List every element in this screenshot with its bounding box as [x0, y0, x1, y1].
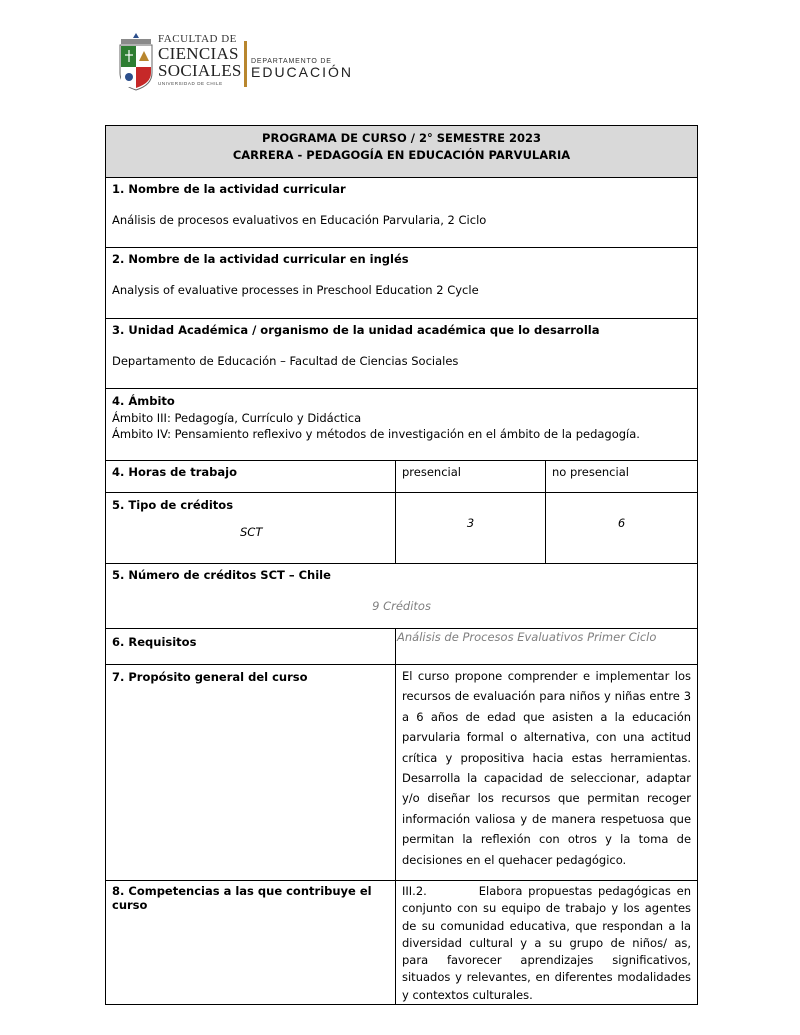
credits-presencial: 3 [396, 493, 546, 564]
program-title-line2: CARRERA - PEDAGOGÍA EN EDUCACIÓN PARVULARIA [232, 148, 571, 162]
requirements-label: 6. Requisitos [106, 629, 396, 665]
faculty-line3: SOCIALES [158, 61, 242, 80]
department-line2: EDUCACIÓN [251, 64, 354, 80]
section-1-label: 1. Nombre de la actividad curricular [112, 182, 346, 196]
university-crest-icon [117, 33, 155, 91]
hours-col-no-presencial: no presencial [546, 461, 698, 493]
section-1-value: Análisis de procesos evaluativos en Educación Parvularia, 2 Ciclo [112, 213, 487, 227]
credits-no-presencial: 6 [546, 493, 698, 564]
credit-type-value: SCT [240, 525, 263, 539]
competencies-label: 8. Competencias a las que contribuye el curso [106, 881, 396, 1005]
section-4-line1: Ámbito III: Pedagogía, Currículo y Didáctica [112, 410, 362, 425]
competencies-value: III.2. Elabora propuestas pedagógicas en conjunto con su equipo de trabajo y los agentes de su comunidad educativa, que respondan a la diversidad cultural y a su grupo de niños/ as, para favorecer aprendizajes significativos, situados y relevantes, en diferentes modalidades y contextos culturales. [396, 881, 698, 1005]
section-3-row [106, 319, 698, 389]
department-line1: DEPARTAMENTO DE [251, 58, 332, 65]
credits-number-row [106, 564, 698, 629]
credits-number-value: 9 Créditos [372, 599, 431, 613]
requirements-value: Análisis de Procesos Evaluativos Primer Ciclo [396, 629, 698, 665]
competencies-row [106, 881, 698, 1005]
faculty-line2: CIENCIAS [158, 44, 239, 63]
purpose-value: El curso propone comprender e implementar los recursos de evaluación para niños y niñas entre 3 a 6 años de edad que asisten a la educación parvularia formal o alternativa, con una actitud crítica y propositiva hacia estas herramientas. Desarrolla la capacidad de seleccionar, adaptar y/o diseñar los recursos que permitan recoger información valiosa y de manera respetuosa que permitan la reflexión con otros y la toma de decisiones en el quehacer pedagógico. [396, 665, 698, 881]
university-name: UNIVERSIDAD DE CHILE [158, 81, 223, 86]
section-2-value: Analysis of evaluative processes in Preschool Education 2 Cycle [112, 283, 479, 297]
section-4-line2: Ámbito IV: Pensamiento reflexivo y métodos de investigación en el ámbito de la pedagogía. [112, 427, 640, 441]
requirements-row [106, 629, 698, 665]
section-2-label: 2. Nombre de la actividad curricular en inglés [112, 252, 409, 266]
section-4-label: 4. Ámbito [112, 394, 175, 408]
section-1-row [106, 178, 698, 248]
logo-divider [244, 41, 247, 87]
hours-label: 4. Horas de trabajo [106, 461, 396, 493]
table-header-row [106, 126, 698, 178]
hours-col-presencial: presencial [396, 461, 546, 493]
section-3-value: Departamento de Educación – Facultad de Ciencias Sociales [112, 354, 459, 368]
hours-row [106, 461, 698, 493]
faculty-logo [117, 31, 377, 93]
course-program-table [105, 125, 698, 1005]
faculty-name [158, 33, 242, 86]
credits-number-label: 5. Número de créditos SCT – Chile [112, 568, 331, 582]
program-title [106, 126, 698, 178]
section-3-label: 3. Unidad Académica / organismo de la unidad académica que lo desarrolla [112, 323, 600, 337]
section-4-row [106, 389, 698, 461]
credit-type-label: 5. Tipo de créditos [112, 498, 234, 512]
department-name [251, 58, 353, 80]
program-title-line1: PROGRAMA DE CURSO / 2° SEMESTRE 2023 [262, 131, 541, 145]
section-2-row [106, 248, 698, 319]
faculty-line1: FACULTAD DE [158, 33, 237, 45]
purpose-label: 7. Propósito general del curso [106, 665, 396, 881]
purpose-row [106, 665, 698, 881]
credit-type-row [106, 493, 698, 564]
